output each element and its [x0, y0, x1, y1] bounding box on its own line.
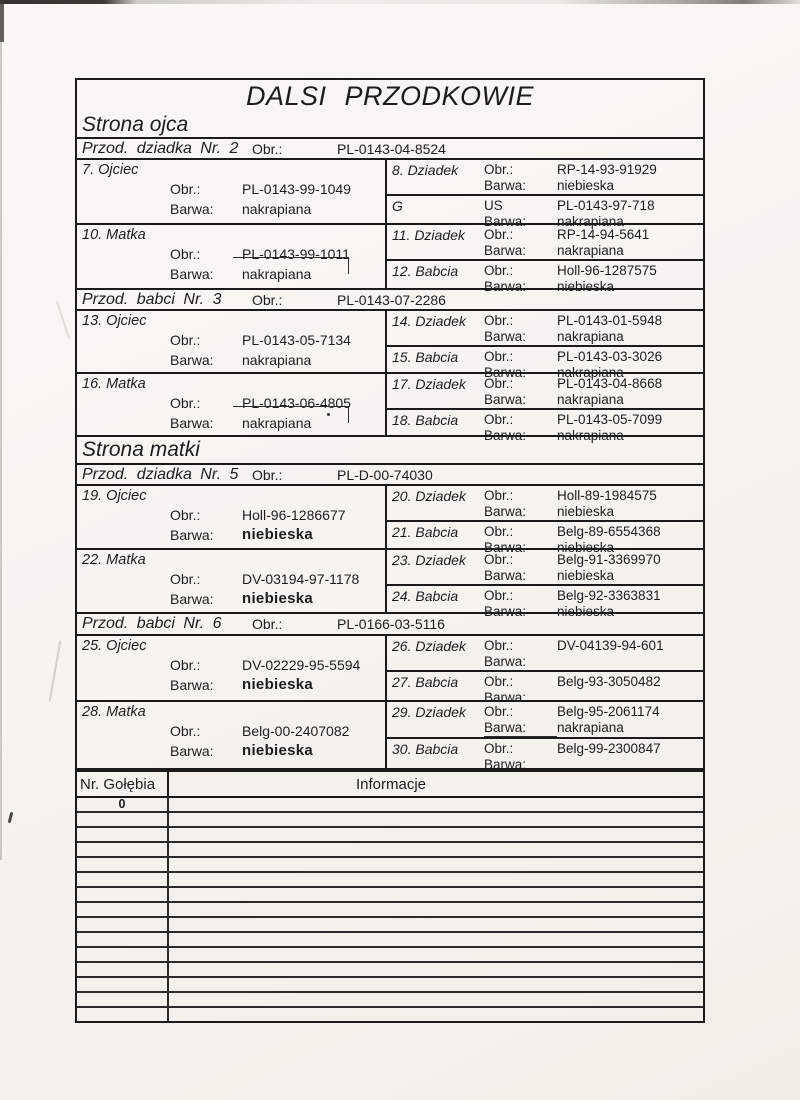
pedigree-form [75, 78, 705, 770]
color-label: Barwa: [484, 568, 527, 583]
ring-value: Holl-96-1286677 [242, 507, 346, 523]
ring-label: Obr.: [484, 552, 514, 567]
ring-label: Obr.: [484, 704, 514, 719]
ancestor-block-row [77, 636, 703, 705]
info-row [77, 933, 703, 948]
color-value: niebieska [557, 504, 615, 519]
ring-label: Obr.: [484, 638, 514, 653]
color-label: Barwa: [484, 604, 527, 619]
color-label: Barwa: [484, 540, 527, 555]
ring-value: Belg-93-3050482 [557, 674, 661, 689]
ancestor-cell-25 [77, 636, 387, 700]
grandparent-column [387, 550, 703, 619]
ring-value: PL-0143-97-718 [557, 198, 655, 213]
color-value: nakrapiana [242, 352, 312, 368]
ring-label: Obr.: [484, 524, 514, 539]
ring-value: PL-0143-01-5948 [557, 313, 663, 328]
ancestor-row-20 [387, 486, 703, 522]
ancestor-cell-10 [77, 225, 387, 288]
ancestor-row-18 [387, 410, 703, 444]
ancestor-block-row [77, 486, 703, 555]
info-cell [169, 858, 703, 871]
color-label: Barwa: [484, 365, 527, 380]
info-cell [169, 828, 703, 841]
ring-value: PL-0143-04-8524 [337, 140, 446, 157]
ring-value: Belg-95-2061174 [557, 704, 660, 719]
info-row [77, 873, 703, 888]
ancestor-label: 21. Babcia [392, 524, 459, 540]
ancestor-label: 8. Dziadek [392, 162, 459, 178]
color-label: Barwa: [484, 720, 557, 737]
ring-label: Obr.: [484, 162, 514, 177]
info-row [77, 828, 703, 843]
ring-value: Belg-99-2300847 [557, 741, 661, 756]
ring-label: Obr.: [170, 332, 201, 348]
group-header-grandfather-2 [77, 139, 703, 160]
ancestor-cell-22 [77, 550, 387, 612]
info-row [77, 1008, 703, 1021]
ring-label: Obr.: [484, 412, 514, 427]
ancestor-label: 11. Dziadek [392, 227, 465, 243]
ancestor-cell-13 [77, 311, 387, 372]
ancestor-label: 16. Matka [82, 376, 146, 392]
info-cell [169, 798, 703, 811]
group-header-grandfather-5 [77, 465, 703, 486]
ring-value: PL-D-00-74030 [337, 466, 433, 483]
ancestor-label: 18. Babcia [392, 412, 459, 428]
ring-label: Obr.: [170, 181, 201, 197]
pigeon-number-cell [77, 963, 169, 976]
grandparent-column [387, 311, 703, 380]
ring-value: Belg-92-3363831 [557, 588, 661, 603]
father-side-heading: Strona ojca [77, 113, 703, 139]
info-table-header [77, 772, 703, 798]
color-value: niebieska [242, 742, 314, 759]
color-value: niebieska [557, 540, 615, 555]
ancestor-label: 19. Ojciec [82, 488, 147, 504]
scan-artifact-crease [49, 640, 62, 701]
handwritten-bracket-mark [233, 257, 349, 274]
grandparent-column [387, 160, 703, 229]
pigeon-number-cell [77, 903, 169, 916]
pigeon-number-cell [77, 993, 169, 1006]
ancestor-row-17 [387, 374, 703, 410]
ancestor-label: 25. Ojciec [82, 638, 147, 654]
color-label: Barwa: [484, 178, 527, 193]
info-row [77, 858, 703, 873]
ancestor-row-27 [387, 672, 703, 706]
color-label: Barwa: [484, 214, 527, 229]
ancestor-row-30 [387, 739, 703, 773]
info-cell [169, 843, 703, 856]
pigeon-number-cell [77, 1008, 169, 1021]
color-label: Barwa: [484, 757, 527, 772]
group-label: Przod. babci Nr. 3 [82, 290, 222, 308]
scan-artifact-crease [56, 301, 70, 340]
info-row [77, 963, 703, 978]
ring-label: Obr.: [484, 227, 514, 242]
grandparent-column [387, 225, 703, 294]
pigeon-number-value: 0 [77, 798, 169, 811]
ancestor-row-26 [387, 636, 703, 672]
color-value: niebieska [557, 604, 615, 619]
ring-label: Obr.: [484, 263, 514, 278]
color-label: Barwa: [170, 352, 214, 368]
info-cell [169, 873, 703, 886]
pigeon-number-cell [77, 948, 169, 961]
ring-label: US [484, 198, 503, 213]
handwritten-dot-mark [327, 413, 330, 416]
ancestor-row-11 [387, 225, 703, 261]
color-value: nakrapiana [557, 428, 624, 443]
color-value: nakrapiana [557, 720, 624, 735]
info-row [77, 843, 703, 858]
info-cell [169, 933, 703, 946]
info-row [77, 813, 703, 828]
ring-value: PL-0143-07-2286 [337, 291, 446, 308]
group-label: Przod. dziadka Nr. 2 [82, 139, 239, 157]
grandparent-column [387, 486, 703, 555]
form-title: DALSI PRZODKOWIE [245, 81, 535, 111]
ring-value: Belg-91-3369970 [557, 552, 661, 567]
ancestor-label: G [392, 198, 403, 214]
info-cell [169, 888, 703, 901]
ancestor-cell-7 [77, 160, 387, 223]
ancestor-label: 17. Dziadek [392, 376, 466, 392]
ancestor-row-29 [387, 702, 703, 739]
handwritten-bracket-mark [233, 406, 349, 423]
scan-artifact-top-edge [0, 0, 800, 4]
info-cell [169, 993, 703, 1006]
group-label: Przod. babci Nr. 6 [82, 615, 222, 632]
ring-label: Obr.: [170, 507, 201, 523]
ring-label: Obr.: [170, 246, 201, 262]
ring-value: PL-0143-05-7134 [242, 332, 351, 348]
scan-artifact-margin-mark [8, 812, 14, 823]
info-row [77, 948, 703, 963]
color-label: Barwa: [170, 677, 214, 693]
ring-label: Obr.: [170, 657, 201, 673]
ring-label: Obr.: [252, 616, 283, 632]
ring-value: PL-0143-03-3026 [557, 349, 663, 364]
scan-artifact-left-edge [0, 40, 2, 860]
color-label: Barwa: [170, 266, 214, 282]
color-label: Barwa: [170, 527, 214, 543]
pigeon-number-cell [77, 978, 169, 991]
color-label: Barwa: [484, 690, 527, 705]
ancestor-block-row [77, 225, 703, 294]
pigeon-number-cell [77, 843, 169, 856]
ancestor-block-row [77, 550, 703, 619]
ring-value: PL-0143-04-8668 [557, 376, 663, 391]
info-cell [169, 903, 703, 916]
color-value: nakrapiana [557, 365, 624, 380]
ancestor-label: 10. Matka [82, 227, 146, 243]
ancestor-label: 12. Babcia [392, 263, 459, 279]
pigeon-number-cell [77, 813, 169, 826]
ancestor-cell-16 [77, 374, 387, 435]
group-label: Przod. dziadka Nr. 5 [82, 465, 239, 483]
color-value: nakrapiana [242, 266, 312, 282]
ring-value: DV-02229-95-5594 [242, 657, 361, 673]
color-value: nakrapiana [242, 415, 312, 431]
ancestor-label: 7. Ojciec [82, 162, 139, 178]
ring-label: Obr.: [484, 349, 514, 364]
info-cell [169, 918, 703, 931]
color-label: Barwa: [170, 591, 214, 607]
info-row [77, 918, 703, 933]
color-label: Barwa: [484, 428, 527, 443]
ring-value: PL-0166-03-5116 [337, 616, 445, 632]
color-label: Barwa: [484, 329, 527, 344]
ring-label: Obr.: [484, 376, 514, 391]
pigeon-number-cell [77, 918, 169, 931]
ring-label: Obr.: [484, 313, 514, 328]
mother-side-heading: Strona matki [77, 437, 703, 465]
ancestor-cell-28 [77, 702, 387, 768]
ancestor-cell-19 [77, 486, 387, 548]
ring-value: RP-14-93-91929 [557, 162, 657, 177]
info-cell [169, 948, 703, 961]
ring-value: PL-0143-05-7099 [557, 412, 663, 427]
ancestor-row-23 [387, 550, 703, 586]
pigeon-number-header: Nr. Gołębia [77, 772, 169, 796]
color-value: nakrapiana [242, 201, 312, 217]
info-row [77, 978, 703, 993]
info-cell [169, 813, 703, 826]
ancestor-block-row [77, 702, 703, 772]
ring-value: PL-0143-99-1011 [242, 246, 350, 262]
ancestor-label: 26. Dziadek [392, 638, 466, 654]
grandparent-column [387, 636, 703, 705]
ring-label: Obr.: [170, 723, 201, 739]
pigeon-number-cell [77, 828, 169, 841]
ancestor-row-8 [387, 160, 703, 196]
color-value: niebieska [242, 526, 314, 543]
ancestor-label: 20. Dziadek [392, 488, 466, 504]
color-label: Barwa: [484, 654, 527, 669]
ancestor-block-row [77, 160, 703, 229]
color-label: Barwa: [484, 504, 527, 519]
ring-value: PL-0143-06-4805 [242, 395, 351, 411]
color-value: nakrapiana [557, 392, 624, 407]
color-label: Barwa: [170, 415, 214, 431]
info-row [77, 798, 703, 813]
ring-label: Obr.: [484, 674, 514, 689]
ring-label: Obr.: [484, 588, 514, 603]
ancestor-label: 24. Babcia [392, 588, 459, 604]
pigeon-number-cell [77, 888, 169, 901]
info-table [75, 770, 705, 1023]
color-value: nakrapiana [557, 329, 624, 344]
color-label: Barwa: [484, 243, 527, 258]
ring-label: Obr.: [484, 741, 514, 756]
color-label: Barwa: [484, 279, 527, 294]
grandparent-column [387, 702, 703, 772]
scan-artifact-left-corner [0, 0, 4, 42]
ring-value: Belg-00-2407082 [242, 723, 350, 739]
pigeon-number-cell [77, 933, 169, 946]
color-value: niebieska [242, 590, 314, 607]
ancestor-label: 13. Ojciec [82, 313, 147, 329]
ring-label: Obr.: [170, 571, 201, 587]
color-value: niebieska [557, 568, 615, 583]
info-row [77, 888, 703, 903]
ancestor-label: 27. Babcia [392, 674, 459, 690]
informacje-header: Informacje [355, 775, 427, 793]
grandparent-column [387, 374, 703, 443]
ancestor-block-row [77, 374, 703, 443]
info-cell [169, 978, 703, 991]
color-label: Barwa: [170, 743, 214, 759]
color-value: niebieska [557, 279, 615, 294]
color-value: nakrapiana [557, 243, 624, 258]
ring-value: Belg-89-6554368 [557, 524, 661, 539]
ring-label: Obr.: [484, 488, 514, 503]
color-value: niebieska [557, 178, 615, 193]
ancestor-row-14 [387, 311, 703, 347]
pigeon-number-cell [77, 858, 169, 871]
ancestor-label: 22. Matka [82, 552, 146, 568]
ring-label: Obr.: [252, 466, 283, 483]
ancestor-label: 29. Dziadek [392, 704, 466, 720]
ancestor-label: 28. Matka [82, 704, 146, 720]
ring-value: PL-0143-99-1049 [242, 181, 351, 197]
ancestor-label: 14. Dziadek [392, 313, 466, 329]
info-row [77, 993, 703, 1008]
ring-value: Holl-96-1287575 [557, 263, 657, 278]
info-cell [169, 963, 703, 976]
ancestor-label: 15. Babcia [392, 349, 459, 365]
pigeon-number-cell [77, 873, 169, 886]
color-label: Barwa: [484, 392, 527, 407]
ring-label: Obr.: [170, 395, 201, 411]
ring-value: RP-14-94-5641 [557, 227, 650, 242]
ring-label: Obr.: [252, 291, 283, 308]
ring-value: DV-04139-94-601 [557, 638, 664, 653]
color-value: nakrapiana [557, 214, 624, 229]
ancestor-label: 23. Dziadek [392, 552, 466, 568]
ancestor-label: 30. Babcia [392, 741, 459, 757]
color-value: niebieska [242, 676, 314, 693]
color-label: Barwa: [170, 201, 214, 217]
ancestor-block-row [77, 311, 703, 380]
info-cell [169, 1008, 703, 1021]
ring-label: Obr.: [252, 140, 283, 157]
info-row [77, 903, 703, 918]
ring-value: Holl-89-1984575 [557, 488, 657, 503]
ring-value: DV-03194-97-1178 [242, 571, 360, 587]
